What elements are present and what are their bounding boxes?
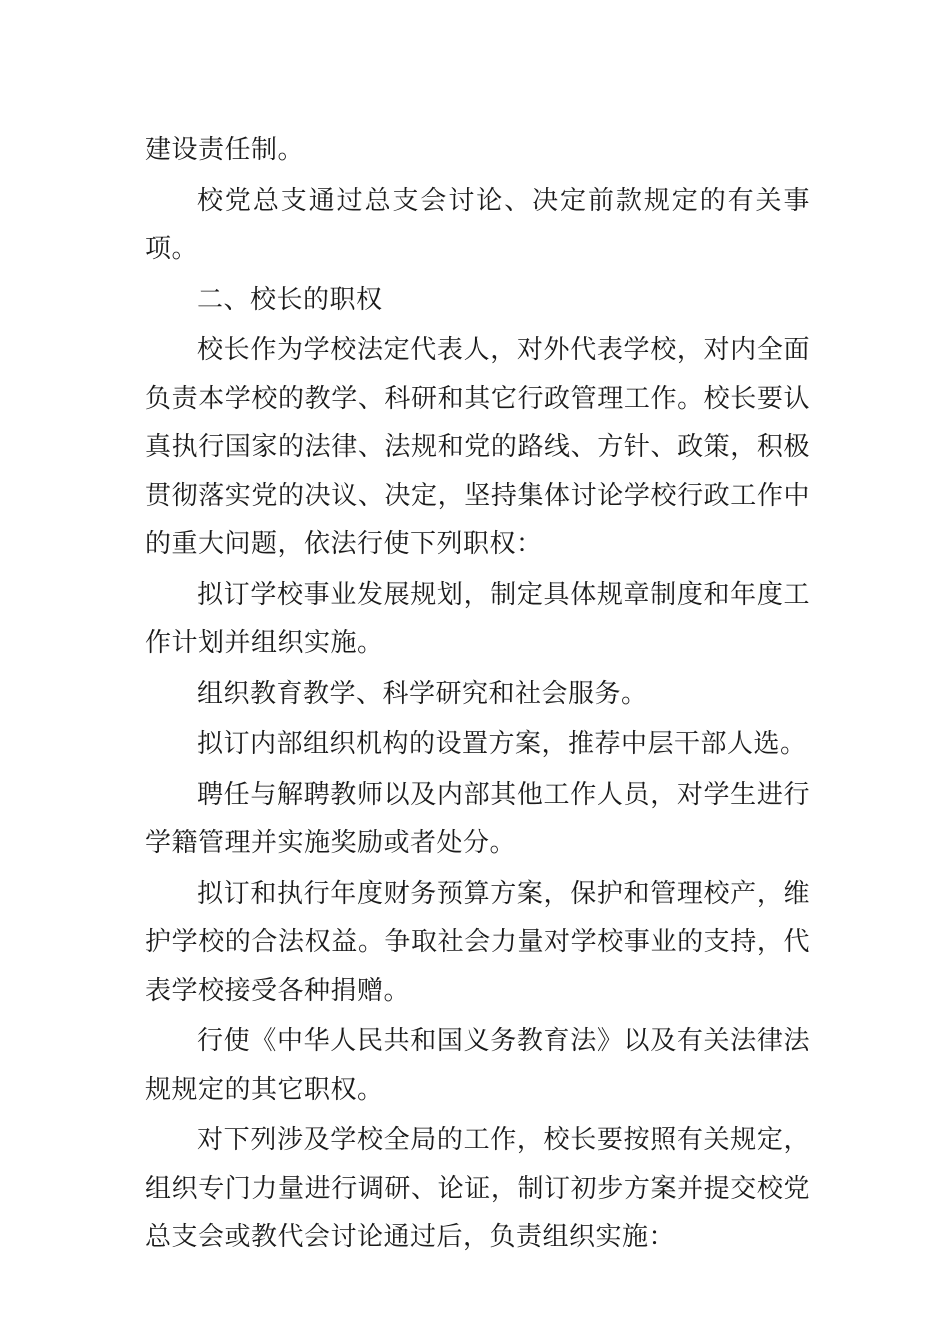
paragraph-8: 聘任与解聘教师以及内部其他工作人员，对学生进行学籍管理并实施奖励或者处分。 bbox=[145, 779, 810, 858]
section-heading: 二、校长的职权 bbox=[197, 284, 383, 315]
paragraph-4: 校长作为学校法定代表人，对外代表学校，对内全面负责本学校的教学、科研和其它行政管理工作。校长要认真执行国家的法律、法规和党的路线、方针、政策，积极贯彻落实党的决议、决定，坚持集体讨论学校行政工作中的重大问题，依法行使下列职权： bbox=[145, 335, 810, 559]
paragraph-10: 行使《中华人民共和国义务教育法》以及有关法律法规规定的其它职权。 bbox=[145, 1026, 810, 1105]
paragraph-5: 拟订学校事业发展规划，制定具体规章制度和年度工作计划并组织实施。 bbox=[145, 579, 810, 658]
paragraph-2: 校党总支通过总支会讨论、决定前款规定的有关事项。 bbox=[145, 185, 810, 264]
paragraph-11: 对下列涉及学校全局的工作，校长要按照有关规定，组织专门力量进行调研、论证，制订初步方案并提交校党总支会或教代会讨论通过后，负责组织实施： bbox=[145, 1125, 810, 1252]
paragraph-6: 组织教育教学、科学研究和社会服务。 bbox=[197, 678, 648, 709]
paragraph-1: 建设责任制。 bbox=[145, 135, 305, 165]
document-page bbox=[145, 126, 810, 1262]
paragraph-7: 拟订内部组织机构的设置方案，推荐中层干部人选。 bbox=[197, 729, 807, 759]
paragraph-9: 拟订和执行年度财务预算方案，保护和管理校产，维护学校的合法权益。争取社会力量对学校事业的支持，代表学校接受各种捐赠。 bbox=[145, 878, 810, 1006]
